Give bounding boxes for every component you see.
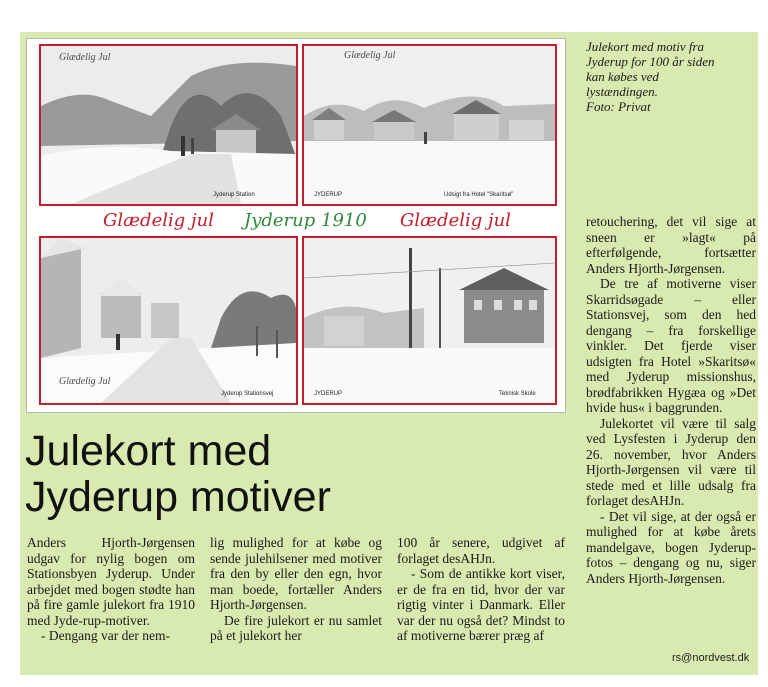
photo3-greeting: Glædelig Jul xyxy=(59,376,111,387)
paragraph: Anders Hjorth-Jørgensen udgav for nylig bogen om Stationsbyen Jyderup. Under arbejdet med bogen stødte han på fire gamle julekort fra 1910 med Jyde-rup-motiver. xyxy=(27,535,195,628)
photo3-label: Jyderup Stationsvej xyxy=(221,391,274,397)
paragraph: De fire julekort er nu samlet på et julekort her xyxy=(210,612,382,643)
caption-line: Jyderup for 100 år siden xyxy=(586,54,715,69)
christmas-card-collage xyxy=(26,38,566,413)
photo-teknisk-skole xyxy=(302,236,557,405)
body-column-4 xyxy=(586,214,756,586)
body-column-3 xyxy=(397,535,565,644)
photo4-label-place: Teknisk Skole xyxy=(499,391,536,397)
body-column-1 xyxy=(27,535,195,644)
caption-line: Julekort med motiv fra xyxy=(586,39,705,54)
paragraph: Julekortet vil være til salg ved Lysfesten i Jyderup den 26. november, hvor Anders Hjorth-Jørgensen vil være til stede med et lille udsalg fra forlaget desAHJn. xyxy=(586,415,756,508)
headline-line-2: Jyderup motiver xyxy=(25,473,331,521)
article-headline xyxy=(25,428,331,520)
photo-jyderup-station xyxy=(39,44,298,206)
caption-line: lystændingen. xyxy=(586,84,658,99)
greeting-right: Glædelig jul xyxy=(400,210,511,231)
caption-line: kan købes ved xyxy=(586,69,659,84)
paragraph: - Det vil sige, at der også er mulighed for at købe årets mandelgave, bogen Jyderup-fotos – dengang og nu, siger Anders Hjorth-Jørgensen. xyxy=(586,508,756,586)
body-column-2 xyxy=(210,535,382,644)
paragraph: - Som de antikke kort viser, er de fra en tid, hvor der var rigtig vinter i Danmark. Eller var der nu også det? Mindst to af motiverne bærer præg af xyxy=(397,566,565,643)
paragraph: lig mulighed for at købe og sende julehilsener med motiver fra den by eller den egn, hvor man boede, fortæller Anders Hjorth-Jørgensen. xyxy=(210,535,382,612)
greeting-center: Jyderup 1910 xyxy=(244,210,367,231)
paragraph: - Dengang var der nem- xyxy=(41,628,170,643)
photo1-label: Jyderup Station xyxy=(213,192,255,198)
photo-hotel-view xyxy=(302,44,557,206)
paragraph: De tre af motiverne viser Skarridsøgade – eller Stationsvej, som den hed dengang – fra forskellige vinkler. Det fjerde viser udsigten fra Hotel »Skaritsø« med Jyderup missionshus, brødfabrikken Hygæa og »Det hvide hus« i baggrunden. xyxy=(586,276,756,415)
photo-caption xyxy=(586,39,756,114)
photo2-label-town: JYDERUP xyxy=(314,192,343,198)
photo4-label-town: JYDERUP xyxy=(314,391,343,397)
paragraph: retouchering, det vil sige at sneen er »lagt« på efterfølgende, fortsætter Anders Hjorth-Jørgensen. xyxy=(586,214,756,276)
caption-credit: Foto: Privat xyxy=(586,99,651,114)
headline-line-1: Julekort med xyxy=(25,427,272,475)
photo2-greeting: Glædelig Jul xyxy=(344,50,396,61)
greeting-left: Glædelig jul xyxy=(103,210,214,231)
author-email: rs@nordvest.dk xyxy=(672,652,750,664)
photo1-greeting: Glædelig Jul xyxy=(59,52,111,63)
paragraph: 100 år senere, udgivet af forlaget desAHJn. xyxy=(397,535,565,566)
photo2-label-place: Udsigt fra Hotel "Skaritsø" xyxy=(444,192,514,198)
photo-stationsvej xyxy=(39,236,298,405)
